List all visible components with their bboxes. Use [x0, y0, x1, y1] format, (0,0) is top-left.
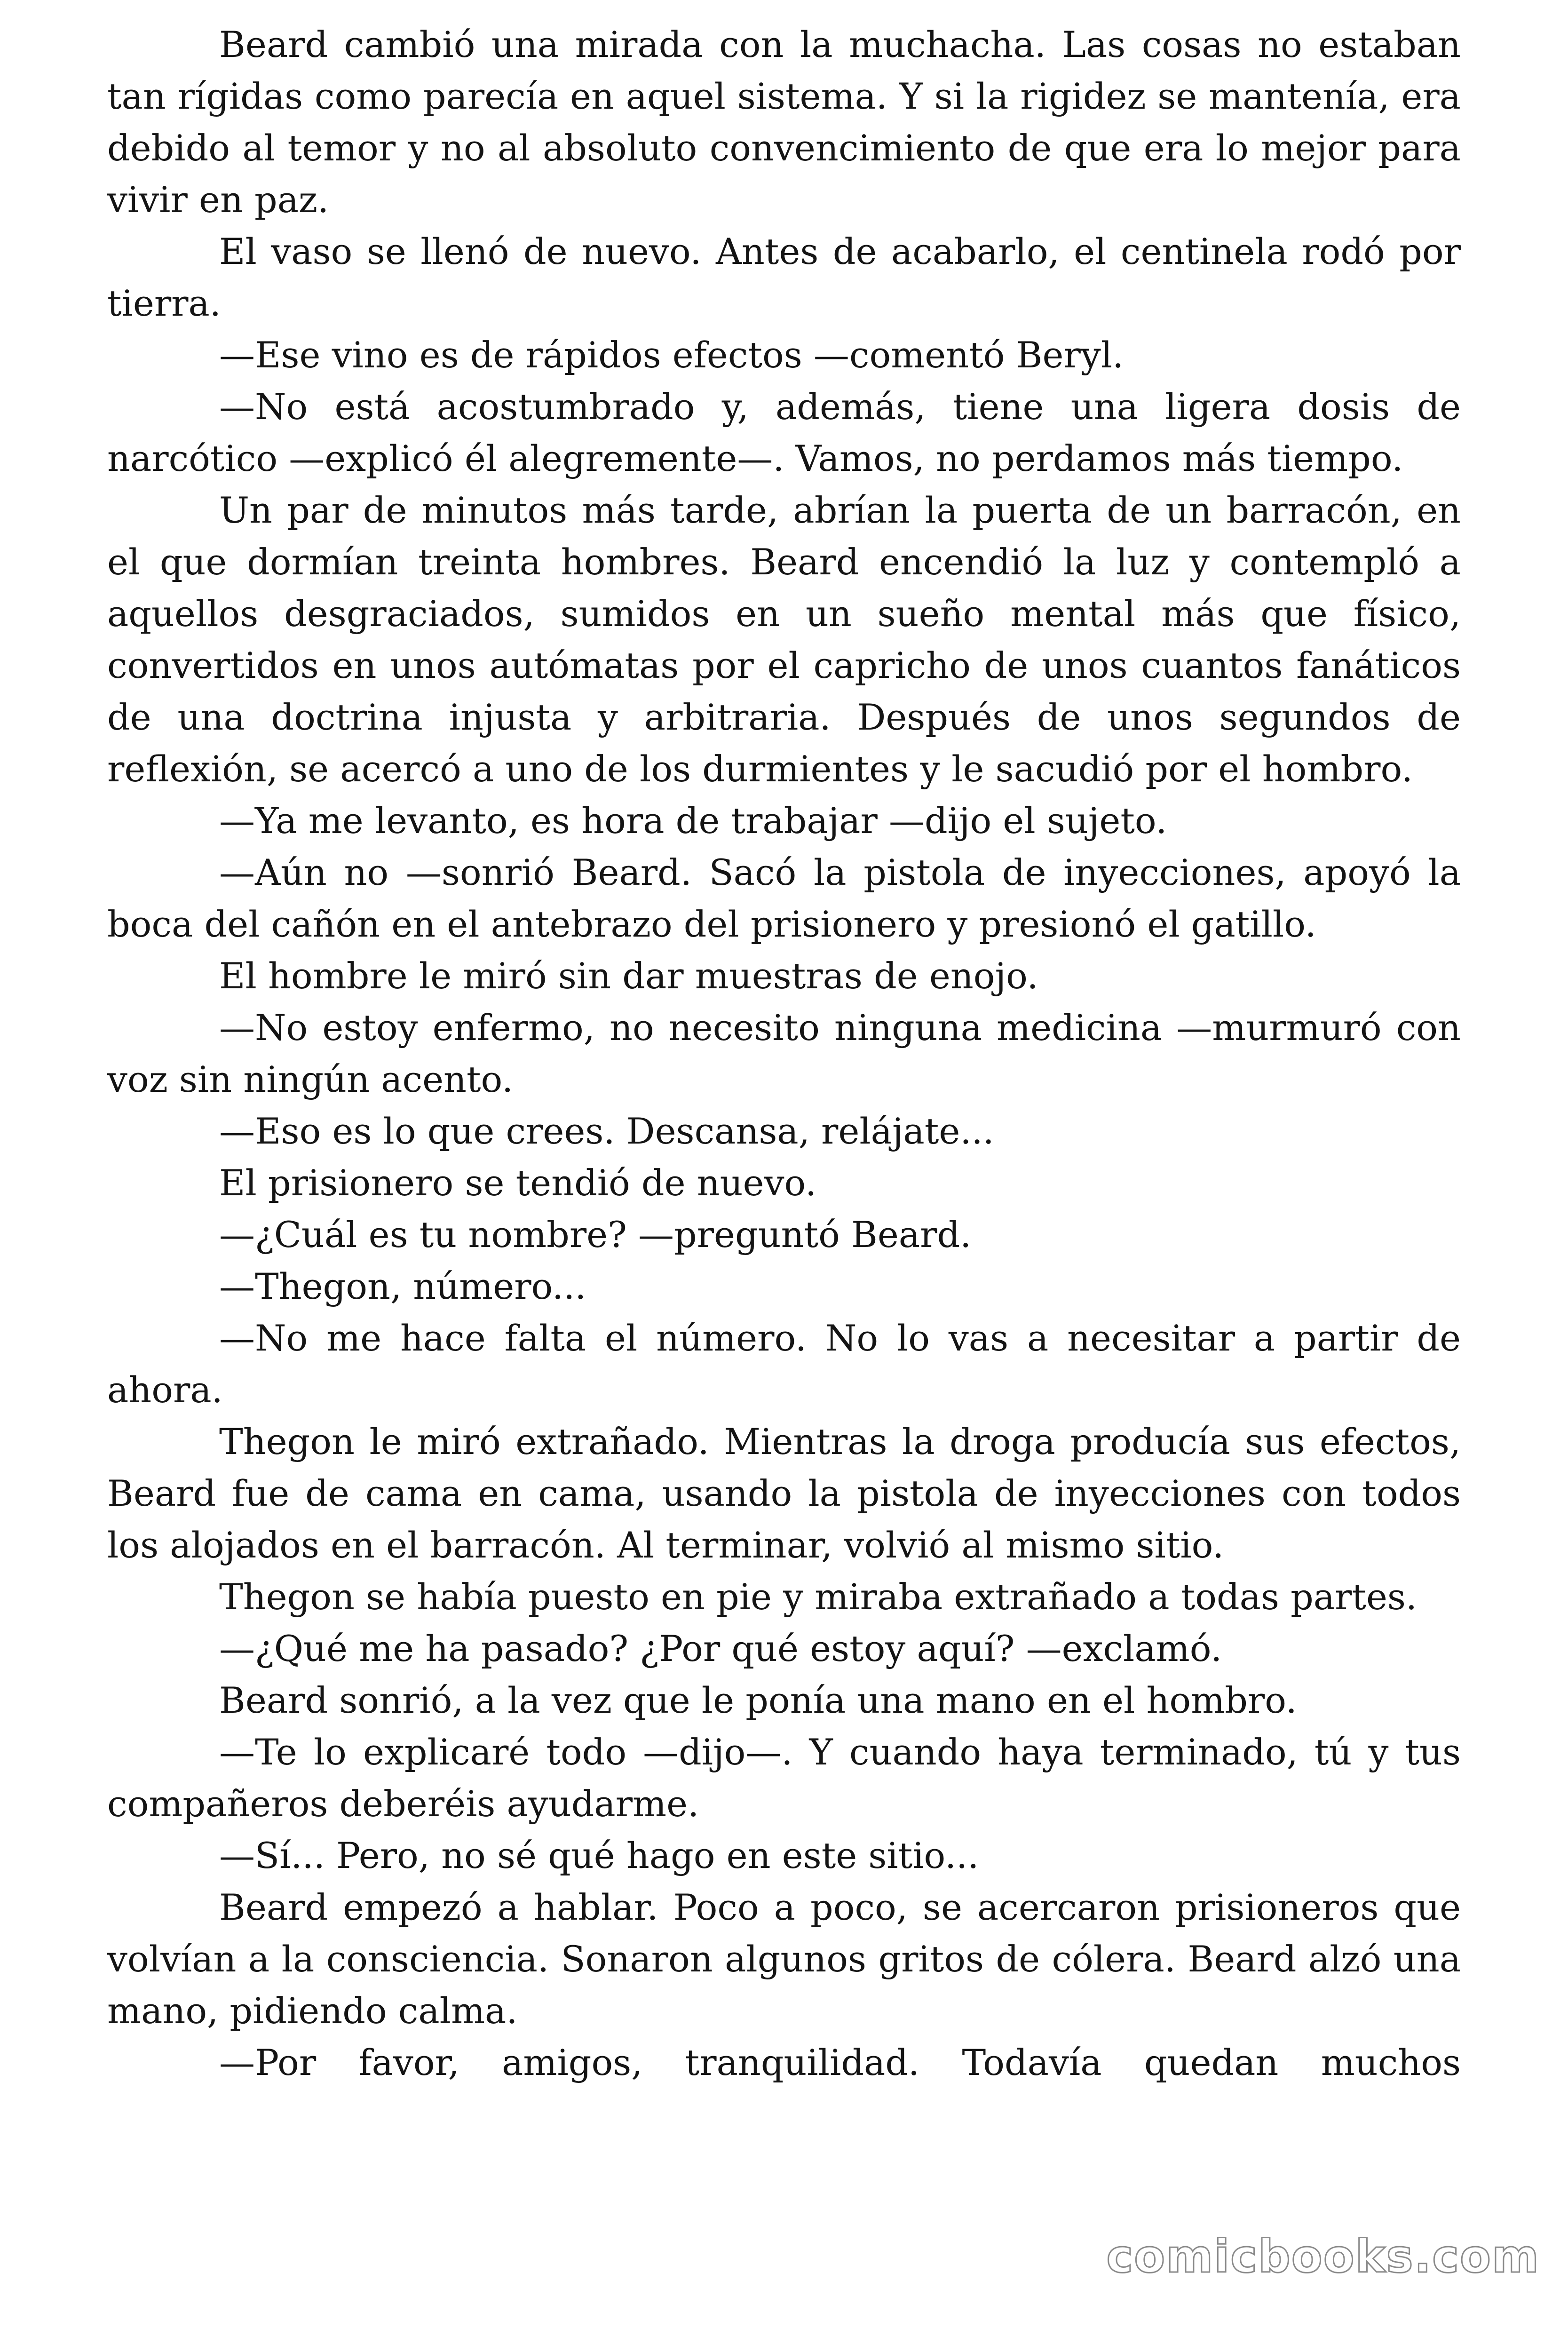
paragraph: —Sí... Pero, no sé qué hago en este sitio... — [219, 1835, 979, 1876]
paragraph: Thegon se había puesto en pie y miraba extrañado a todas partes. — [219, 1576, 1418, 1618]
paragraph: —Aún no —sonrió Beard. Sacó la pistola de inyecciones, apoyó la boca del cañón en el antebrazo del prisionero y presionó el gatillo. — [107, 851, 1461, 945]
paragraph: —¿Qué me ha pasado? ¿Por qué estoy aquí? —exclamó. — [219, 1628, 1222, 1669]
watermark-logo: comicbooks.com — [1106, 2230, 1540, 2283]
paragraph: —Thegon, número... — [219, 1265, 586, 1307]
paragraph: Un par de minutos más tarde, abrían la puerta de un barracón, en el que dormían treinta hombres. Beard encendió la luz y contempló a aquellos desgraciados, sumidos en un sueño mental más que físico, convertidos en unos autómatas por el capricho de unos cuantos fanáticos de una doctrina injusta y arbitraria. Después de unos segundos de reflexión, se acercó a uno de los durmientes y le sacudió por el hombro. — [107, 489, 1461, 790]
paragraph: —Ese vino es de rápidos efectos —comentó Beryl. — [219, 334, 1124, 376]
paragraph: —No estoy enfermo, no necesito ninguna medicina —murmuró con voz sin ningún acento. — [107, 1007, 1461, 1100]
page-text — [107, 19, 1461, 2089]
paragraph: Beard cambió una mirada con la muchacha. Las cosas no estaban tan rígidas como parecía en aquel sistema. Y si la rigidez se mantenía, era debido al temor y no al absoluto convencimiento de que era lo mejor para vivir en paz. — [107, 24, 1461, 221]
paragraph: Beard sonrió, a la vez que le ponía una mano en el hombro. — [219, 1679, 1297, 1721]
paragraph: —Eso es lo que crees. Descansa, relájate... — [219, 1110, 994, 1152]
paragraph: El vaso se llenó de nuevo. Antes de acabarlo, el centinela rodó por tierra. — [107, 230, 1461, 324]
paragraph-last: —Por favor, amigos, tranquilidad. Todavía quedan muchos — [219, 2042, 1461, 2083]
paragraph: El hombre le miró sin dar muestras de enojo. — [219, 955, 1038, 997]
paragraph: —No está acostumbrado y, además, tiene una ligera dosis de narcótico —explicó él alegremente—. Vamos, no perdamos más tiempo. — [107, 386, 1461, 479]
paragraph: —Ya me levanto, es hora de trabajar —dijo el sujeto. — [219, 800, 1167, 842]
paragraph: —Te lo explicaré todo —dijo—. Y cuando haya terminado, tú y tus compañeros deberéis ayudarme. — [107, 1731, 1461, 1825]
paragraph: El prisionero se tendió de nuevo. — [219, 1162, 817, 1204]
paragraph: Beard empezó a hablar. Poco a poco, se acercaron prisioneros que volvían a la consciencia. Sonaron algunos gritos de cólera. Beard alzó una mano, pidiendo calma. — [107, 1886, 1461, 2032]
paragraph: —No me hace falta el número. No lo vas a necesitar a partir de ahora. — [107, 1317, 1461, 1411]
paragraph: —¿Cuál es tu nombre? —preguntó Beard. — [219, 1214, 972, 1255]
paragraph: Thegon le miró extrañado. Mientras la droga producía sus efectos, Beard fue de cama en cama, usando la pistola de inyecciones con todos los alojados en el barracón. Al terminar, volvió al mismo sitio. — [107, 1421, 1461, 1566]
